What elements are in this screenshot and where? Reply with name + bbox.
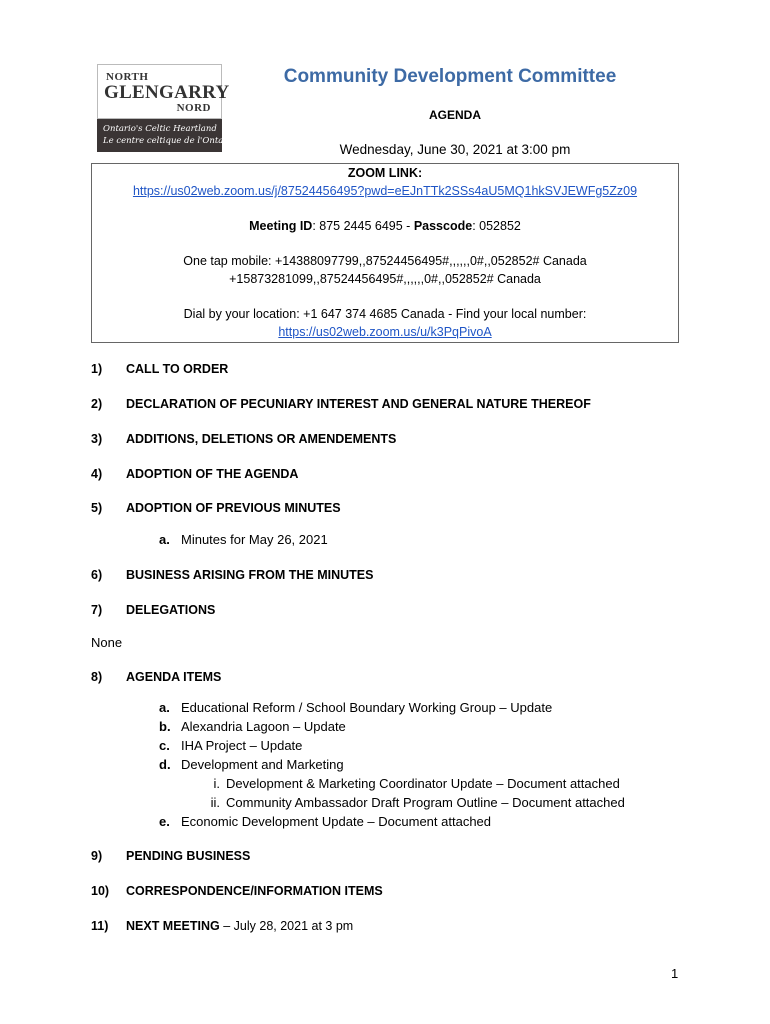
sub-item-text: Economic Development Update – Document attached bbox=[181, 814, 492, 829]
local-number-row bbox=[92, 325, 678, 339]
local-number-link[interactable]: https://us02web.zoom.us/u/k3PqPivoA bbox=[278, 325, 492, 339]
sub-sub-item bbox=[200, 795, 625, 810]
item-number: 3) bbox=[91, 432, 103, 446]
item-number: 9) bbox=[91, 849, 103, 863]
item-number: 1) bbox=[91, 362, 103, 376]
sub-item-label: b. bbox=[159, 719, 171, 734]
agenda-heading: AGENDA bbox=[428, 108, 481, 122]
logo-nord: NORD bbox=[176, 102, 211, 114]
sub-item-label: a. bbox=[159, 532, 170, 547]
one-tap-mobile-1: One tap mobile: +14388097799,,87524456495#,,,,,,0#,,052852# Canada bbox=[183, 254, 587, 268]
zoom-link-row bbox=[92, 184, 678, 198]
sub-item-text: Minutes for May 26, 2021 bbox=[181, 532, 328, 547]
item-number: 2) bbox=[91, 397, 103, 411]
item-title: CALL TO ORDER bbox=[126, 362, 229, 376]
item-title: PENDING BUSINESS bbox=[126, 849, 251, 863]
item-title: ADOPTION OF THE AGENDA bbox=[126, 467, 299, 481]
zoom-info-box bbox=[91, 163, 679, 343]
sub-sub-item bbox=[200, 776, 620, 791]
sub-item bbox=[159, 814, 491, 829]
item-title-text: NEXT MEETING bbox=[126, 919, 220, 933]
sub-item-label: a. bbox=[159, 700, 170, 715]
logo-north: NORTH bbox=[106, 71, 149, 83]
item-number: 11) bbox=[91, 919, 109, 933]
item-number: 7) bbox=[91, 603, 103, 617]
one-tap-mobile-2: +15873281099,,87524456495#,,,,,,0#,,052852# Canada bbox=[229, 272, 541, 286]
document-title: Community Development Committee bbox=[283, 66, 617, 87]
item-title: BUSINESS ARISING FROM THE MINUTES bbox=[126, 568, 374, 582]
sub-item-text: Alexandria Lagoon – Update bbox=[181, 719, 346, 734]
meeting-id-label: Meeting ID bbox=[249, 219, 313, 233]
sub-item-label: c. bbox=[159, 738, 170, 753]
sub-item bbox=[159, 532, 328, 547]
item-title: CORRESPONDENCE/INFORMATION ITEMS bbox=[126, 884, 383, 898]
sub-item bbox=[159, 738, 302, 753]
sub-sub-item-label: i. bbox=[213, 776, 220, 791]
item-number: 8) bbox=[91, 670, 103, 684]
sub-item bbox=[159, 719, 346, 734]
logo-glengarry: GLENGARRY bbox=[104, 82, 230, 103]
sub-sub-item-label: ii. bbox=[210, 795, 220, 810]
sub-item-label: e. bbox=[159, 814, 170, 829]
sub-item-text: Development and Marketing bbox=[181, 757, 344, 772]
item-title: AGENDA ITEMS bbox=[126, 670, 222, 684]
item-number: 4) bbox=[91, 467, 103, 481]
sub-item bbox=[159, 757, 344, 772]
meeting-credentials bbox=[92, 219, 678, 233]
item-title: DELEGATIONS bbox=[126, 603, 216, 617]
meeting-id-value: : 875 2445 6495 - bbox=[312, 219, 414, 233]
page-number: 1 bbox=[671, 966, 679, 981]
sub-sub-item-text: Development & Marketing Coordinator Update – Document attached bbox=[226, 776, 620, 791]
logo-tagline-en: Ontario's Celtic Heartland bbox=[103, 124, 217, 134]
sub-item-label: d. bbox=[159, 757, 171, 772]
sub-item bbox=[159, 700, 552, 715]
sub-sub-item-text: Community Ambassador Draft Program Outline – Document attached bbox=[226, 795, 625, 810]
zoom-meeting-link[interactable]: https://us02web.zoom.us/j/87524456495?pwd=eEJnTTk2SSs4aU5MQ1hkSVJEWFg5Zz09 bbox=[132, 184, 638, 198]
item-title: DECLARATION OF PECUNIARY INTEREST AND GENERAL NATURE THEREOF bbox=[126, 397, 591, 411]
item-title: ADOPTION OF PREVIOUS MINUTES bbox=[126, 501, 341, 515]
passcode-label: Passcode bbox=[413, 219, 473, 233]
item-title: ADDITIONS, DELETIONS OR AMENDEMENTS bbox=[126, 432, 397, 446]
item-title-suffix: – July 28, 2021 at 3 pm bbox=[219, 919, 354, 933]
item-title bbox=[126, 919, 353, 933]
item-number: 5) bbox=[91, 501, 103, 515]
meeting-date: Wednesday, June 30, 2021 at 3:00 pm bbox=[339, 142, 571, 157]
dial-by-location: Dial by your location: +1 647 374 4685 Canada - Find your local number: bbox=[183, 307, 587, 321]
delegations-none: None bbox=[91, 635, 123, 650]
sub-item-text: IHA Project – Update bbox=[181, 738, 303, 753]
passcode-value: : 052852 bbox=[472, 219, 521, 233]
sub-item-text: Educational Reform / School Boundary Working Group – Update bbox=[181, 700, 553, 715]
item-number: 10) bbox=[91, 884, 110, 898]
item-number: 6) bbox=[91, 568, 103, 582]
zoom-heading: ZOOM LINK: bbox=[347, 166, 423, 180]
logo-tagline-fr: Le centre celtique de l'Ontario bbox=[103, 136, 236, 146]
